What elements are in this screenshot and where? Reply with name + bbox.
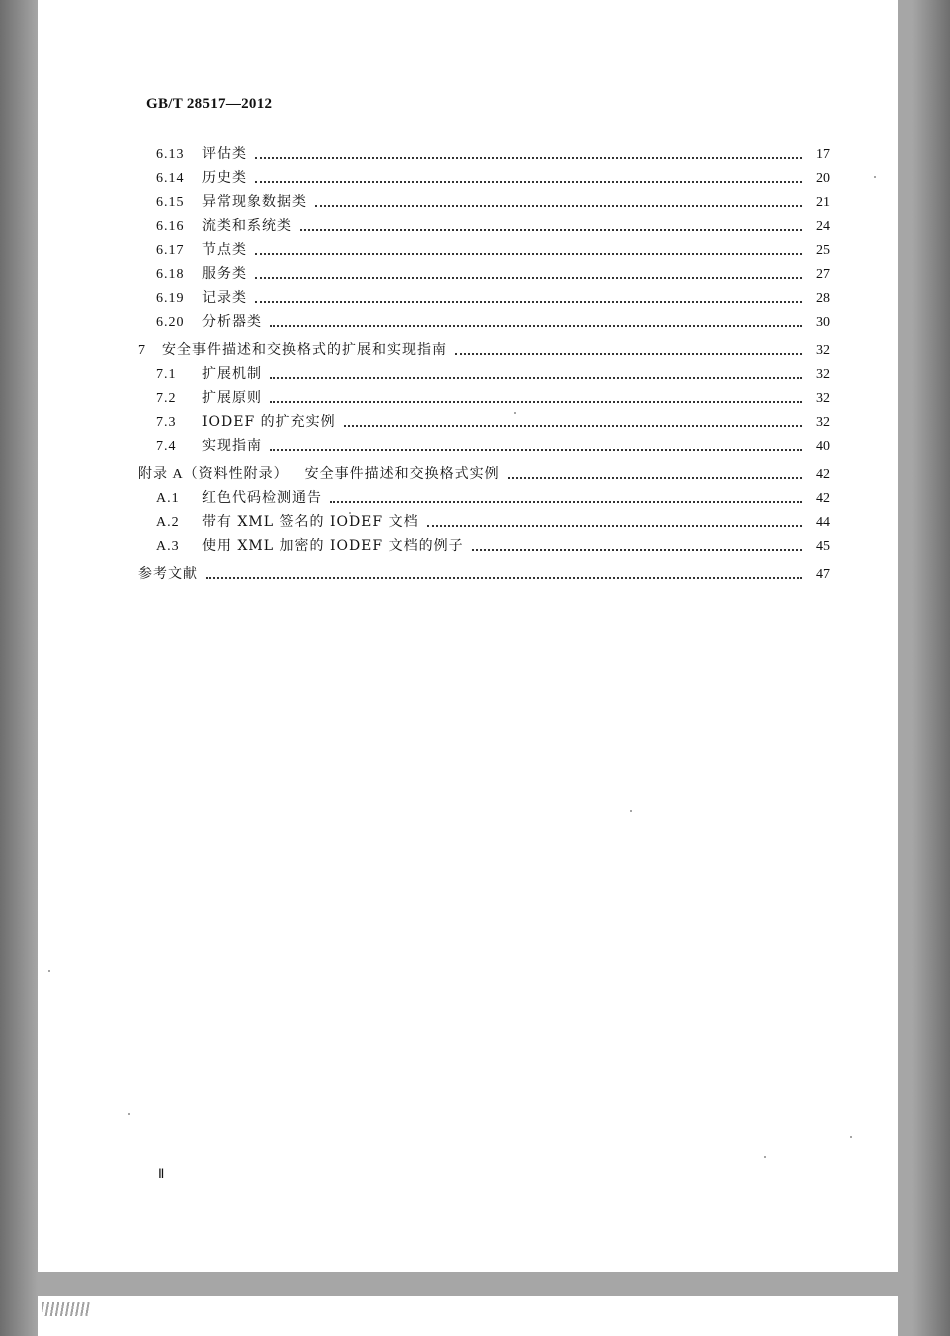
toc-appendix-entry[interactable]	[138, 459, 830, 483]
toc-leader-dots	[255, 180, 802, 183]
toc-entry-title: 参考文献	[138, 566, 198, 582]
toc-leader-dots	[508, 476, 802, 479]
toc-leader-dots	[427, 524, 802, 527]
toc-leader-dots	[270, 324, 802, 327]
toc-entry-page: 42	[816, 467, 830, 482]
toc-entry-number: 7.4	[156, 439, 177, 454]
toc-leader-dots	[270, 376, 802, 379]
next-page-edge	[38, 1296, 898, 1336]
toc-entry-number: 6.17	[156, 243, 185, 258]
toc-entry-title: 流类和系统类	[202, 218, 292, 234]
toc-entry-number: 6.13	[156, 147, 185, 162]
toc-entry-page: 42	[816, 491, 830, 506]
toc-entry-title: 扩展机制	[202, 366, 262, 382]
toc-entry[interactable]	[138, 507, 830, 531]
toc-entry-number: 7	[138, 343, 146, 358]
toc-entry-title: 扩展原则	[202, 390, 262, 406]
toc-entry[interactable]	[138, 431, 830, 455]
toc-entry-title: 评估类	[202, 146, 247, 162]
scan-speck	[48, 970, 50, 972]
toc-entry-page: 21	[816, 195, 830, 210]
scan-speck	[874, 176, 876, 178]
toc-entry-number: 7.2	[156, 391, 177, 406]
toc-entry-number: 6.19	[156, 291, 185, 306]
toc-entry-page: 20	[816, 171, 830, 186]
toc-entry-number: 6.20	[156, 315, 185, 330]
toc-entry-number: 附录 A（资料性附录）	[138, 467, 289, 482]
scan-speck	[850, 1136, 852, 1138]
toc-entry[interactable]	[138, 531, 830, 555]
toc-entry-number: A.2	[156, 515, 180, 530]
toc-leader-dots	[255, 156, 802, 159]
toc-entry[interactable]	[138, 235, 830, 259]
toc-entry-title: 异常现象数据类	[202, 194, 307, 210]
toc-entry-page: 45	[816, 539, 830, 554]
toc-entry-title: 实现指南	[202, 438, 262, 454]
table-of-contents	[138, 139, 830, 583]
scan-speck	[630, 810, 632, 812]
toc-entry-page: 27	[816, 267, 830, 282]
toc-entry-page: 32	[816, 367, 830, 382]
toc-entry-page: 25	[816, 243, 830, 258]
toc-leader-dots	[206, 576, 802, 579]
toc-leader-dots	[270, 448, 802, 451]
toc-leader-dots	[255, 252, 802, 255]
toc-entry[interactable]	[138, 483, 830, 507]
toc-entry[interactable]	[138, 211, 830, 235]
toc-entry-title: 记录类	[202, 290, 247, 306]
toc-entry-title: 带有 XML 签名的 IODEF 文档	[202, 514, 419, 530]
toc-entry[interactable]	[138, 139, 830, 163]
toc-entry-number: 6.15	[156, 195, 185, 210]
toc-entry-page: 32	[816, 391, 830, 406]
toc-entry-number: 6.18	[156, 267, 185, 282]
toc-entry[interactable]	[138, 163, 830, 187]
toc-entry-title: 节点类	[202, 242, 247, 258]
toc-entry-title: 红色代码检测通告	[202, 490, 322, 506]
toc-entry-page: 44	[816, 515, 830, 530]
toc-entry-page: 28	[816, 291, 830, 306]
toc-entry-title: 使用 XML 加密的 IODEF 文档的例子	[202, 538, 464, 554]
toc-entry-number: 7.1	[156, 367, 177, 382]
toc-entry-number: 6.14	[156, 171, 185, 186]
toc-entry-page: 32	[816, 415, 830, 430]
scan-speck	[764, 1156, 766, 1158]
toc-entry-title: 分析器类	[202, 314, 262, 330]
toc-leader-dots	[472, 548, 802, 551]
toc-leader-dots	[315, 204, 802, 207]
toc-entry-page: 40	[816, 439, 830, 454]
toc-references-entry[interactable]	[138, 559, 830, 583]
toc-entry-number: 6.16	[156, 219, 185, 234]
toc-entry-title: 服务类	[202, 266, 247, 282]
toc-entry-number: 7.3	[156, 415, 177, 430]
toc-leader-dots	[255, 300, 802, 303]
page-number-footer: Ⅱ	[158, 1166, 165, 1181]
document-page	[38, 0, 898, 1272]
toc-leader-dots	[270, 400, 802, 403]
toc-entry[interactable]	[138, 259, 830, 283]
scan-speck	[128, 1113, 130, 1115]
toc-entry[interactable]	[138, 383, 830, 407]
toc-leader-dots	[255, 276, 802, 279]
toc-leader-dots	[344, 424, 802, 427]
toc-entry[interactable]	[138, 187, 830, 211]
scan-speck	[514, 412, 516, 414]
scan-speck	[349, 512, 351, 514]
toc-entry-number: A.3	[156, 539, 180, 554]
toc-leader-dots	[455, 352, 802, 355]
toc-entry-title: 历史类	[202, 170, 247, 186]
toc-entry-title: 安全事件描述和交换格式实例	[304, 466, 500, 482]
toc-entry[interactable]	[138, 359, 830, 383]
toc-entry-title: IODEF 的扩充实例	[202, 414, 336, 430]
toc-entry-page: 32	[816, 343, 830, 358]
toc-entry-number: A.1	[156, 491, 180, 506]
toc-entry-page: 47	[816, 567, 830, 582]
scan-artifact	[42, 1302, 90, 1316]
toc-entry[interactable]	[138, 307, 830, 331]
toc-entry-page: 30	[816, 315, 830, 330]
toc-entry[interactable]	[138, 407, 830, 431]
toc-leader-dots	[300, 228, 802, 231]
toc-chapter-entry[interactable]	[138, 335, 830, 359]
toc-entry-page: 24	[816, 219, 830, 234]
standard-code-header: GB/T 28517—2012	[146, 96, 273, 112]
toc-entry[interactable]	[138, 283, 830, 307]
toc-leader-dots	[330, 500, 802, 503]
toc-entry-page: 17	[816, 147, 830, 162]
toc-entry-title: 安全事件描述和交换格式的扩展和实现指南	[162, 342, 447, 358]
